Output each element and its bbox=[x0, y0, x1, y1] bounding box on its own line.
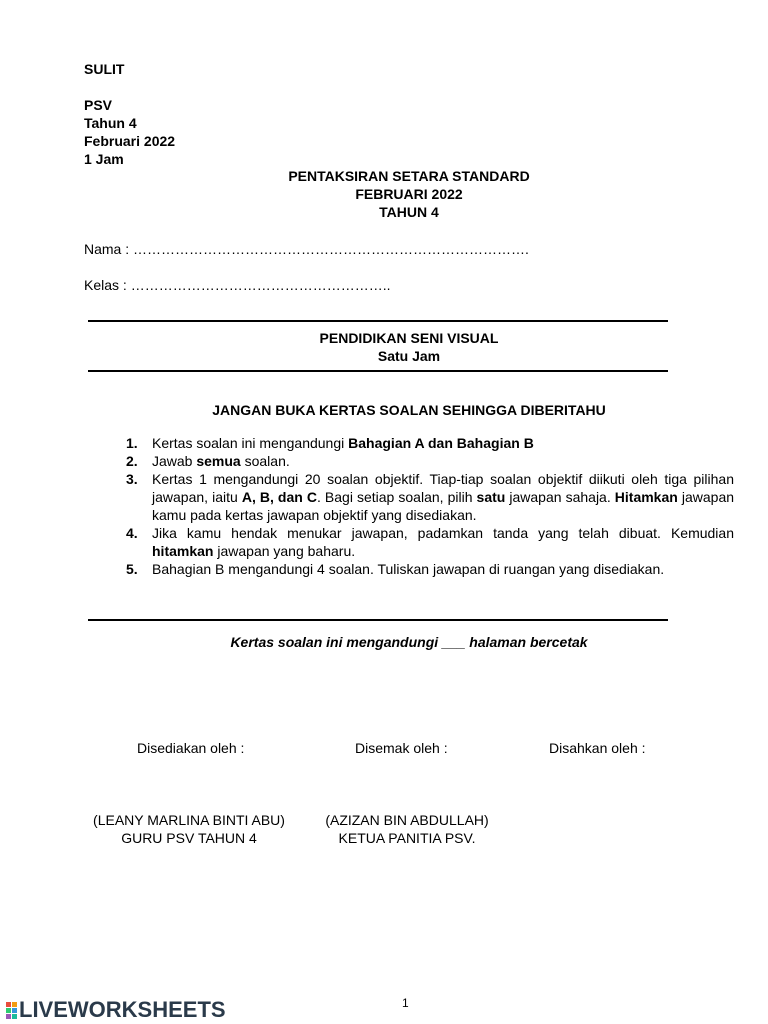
header-block bbox=[84, 60, 175, 168]
approved-by-label: Disahkan oleh : bbox=[549, 740, 646, 756]
middle-divider bbox=[88, 370, 668, 372]
exam-title-line2: FEBRUARI 2022 bbox=[355, 186, 463, 202]
class-field[interactable]: Kelas : ……………………………………………….. bbox=[84, 277, 391, 293]
subject-duration: Satu Jam bbox=[377, 348, 441, 364]
instruction-item bbox=[126, 524, 734, 560]
classification-label: SULIT bbox=[84, 61, 125, 77]
instruction-text: Kertas soalan ini mengandungi bbox=[152, 435, 349, 451]
checker-name: (AZIZAN BIN ABDULLAH) bbox=[325, 812, 489, 828]
checked-by-label: Disemak oleh : bbox=[355, 740, 448, 756]
instructions-list bbox=[126, 434, 734, 578]
instruction-text: hitamkan bbox=[152, 543, 214, 559]
liveworksheets-wordmark: LIVEWORKSHEETS bbox=[19, 997, 226, 1022]
instruction-number: 2. bbox=[126, 453, 138, 469]
checker-block bbox=[312, 811, 502, 847]
instruction-text: Jawab bbox=[152, 453, 197, 469]
page-number: 1 bbox=[402, 996, 409, 1010]
instruction-text: A, B, dan C bbox=[241, 489, 317, 505]
checker-title: KETUA PANITIA PSV. bbox=[338, 830, 476, 846]
instruction-number: 3. bbox=[126, 471, 138, 487]
instruction-text: Jika kamu hendak menukar jawapan, padamkan tanda yang telah dibuat. Kemudian bbox=[152, 525, 734, 541]
liveworksheets-logo-icon bbox=[6, 1002, 17, 1019]
instruction-item bbox=[126, 560, 734, 578]
subject-name: PENDIDIKAN SENI VISUAL bbox=[319, 330, 499, 346]
subject-code: PSV bbox=[84, 97, 113, 113]
page-count-note: Kertas soalan ini mengandungi ___ halaman bercetak bbox=[230, 634, 588, 650]
name-field[interactable]: Nama : …………………………………………………………………………. bbox=[84, 241, 529, 257]
instruction-number: 1. bbox=[126, 435, 138, 451]
month-label: Februari 2022 bbox=[84, 133, 176, 149]
instruction-text: jawapan kamu pada kertas jawapan objektif yang disediakan. bbox=[152, 489, 735, 523]
exam-title-line3: TAHUN 4 bbox=[379, 204, 439, 220]
prepared-by-label: Disediakan oleh : bbox=[137, 740, 245, 756]
year-label: Tahun 4 bbox=[84, 115, 137, 131]
instruction-item bbox=[126, 470, 734, 524]
instruction-text: semua bbox=[196, 453, 241, 469]
instruction-item bbox=[126, 434, 734, 452]
top-divider bbox=[88, 320, 668, 322]
bottom-divider bbox=[88, 619, 668, 621]
preparer-block bbox=[84, 811, 294, 847]
duration-label: 1 Jam bbox=[84, 151, 124, 167]
exam-title-line1: PENTAKSIRAN SETARA STANDARD bbox=[288, 168, 530, 184]
instruction-text: . Bagi setiap soalan, pilih bbox=[316, 489, 477, 505]
instruction-text: jawapan yang baharu. bbox=[213, 543, 356, 559]
instruction-number: 5. bbox=[126, 561, 138, 577]
instruction-text: jawapan sahaja. bbox=[505, 489, 615, 505]
preparer-title: GURU PSV TAHUN 4 bbox=[121, 830, 257, 846]
instruction-text: Bahagian B mengandungi 4 soalan. Tuliskan jawapan di ruangan yang disediakan. bbox=[152, 561, 665, 577]
instruction-text: satu bbox=[476, 489, 506, 505]
preparer-name: (LEANY MARLINA BINTI ABU) bbox=[93, 812, 285, 828]
warning-heading: JANGAN BUKA KERTAS SOALAN SEHINGGA DIBERITAHU bbox=[212, 402, 606, 418]
instruction-text: Hitamkan bbox=[614, 489, 678, 505]
instruction-text: Kertas 1 mengandungi 20 soalan objektif. Tiap-tiap soalan objektif diikuti oleh tiga pilihan jawapan, iaitu bbox=[152, 471, 734, 505]
instruction-item bbox=[126, 452, 734, 470]
instruction-text: soalan. bbox=[240, 453, 290, 469]
instruction-number: 4. bbox=[126, 525, 138, 541]
instruction-text: Bahagian A dan Bahagian B bbox=[348, 435, 534, 451]
liveworksheets-watermark bbox=[6, 996, 226, 1024]
